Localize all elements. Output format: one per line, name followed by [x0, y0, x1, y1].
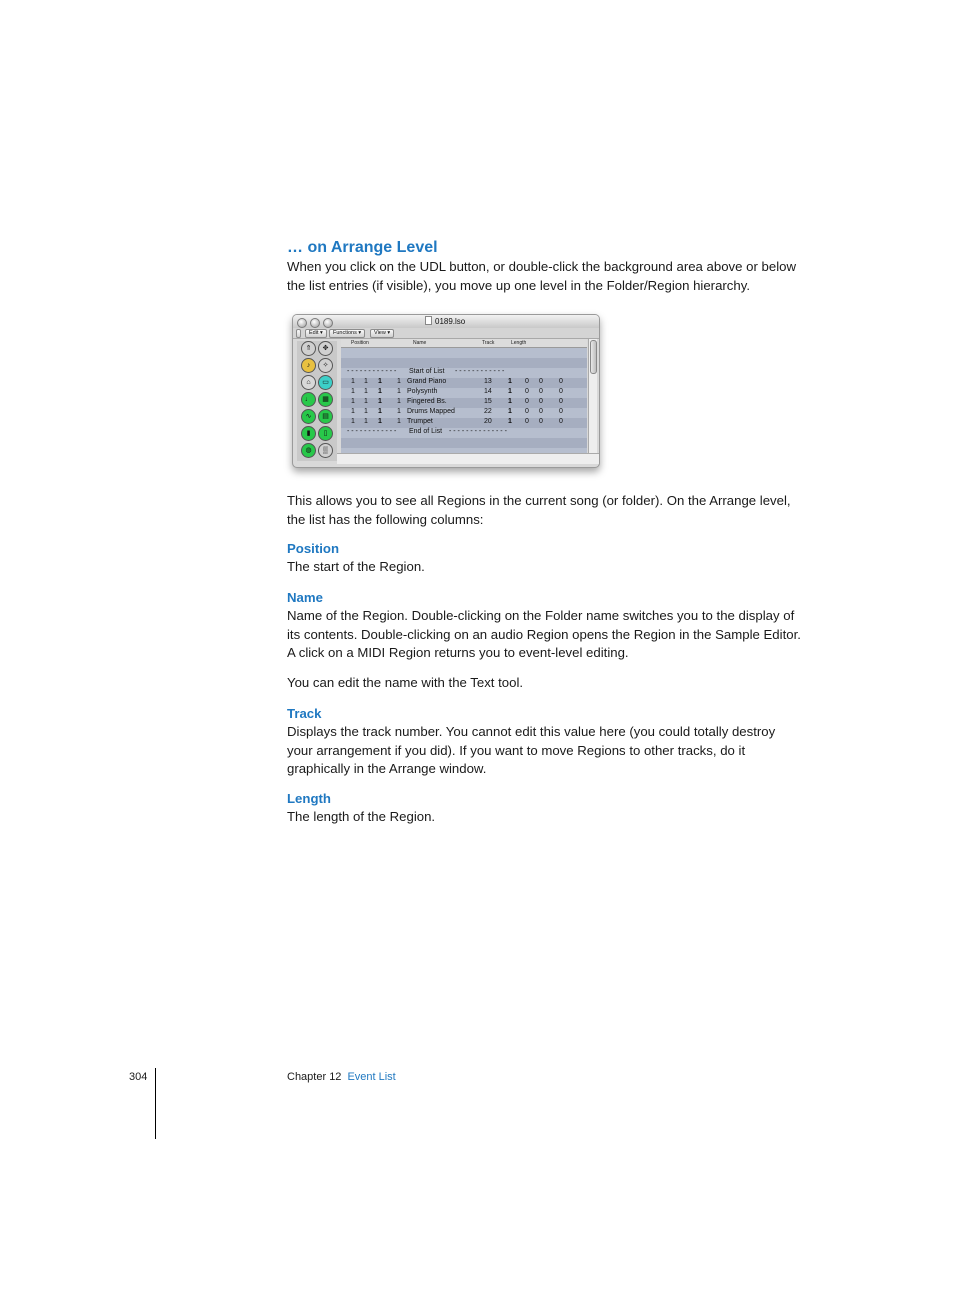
- event-list-area: [341, 339, 587, 453]
- filter-icon: ♪: [301, 358, 316, 373]
- program-icon: ▦: [318, 392, 333, 407]
- controller-icon: ▤: [318, 409, 333, 424]
- minimize-icon: [310, 318, 320, 328]
- entry-term-length: Length: [287, 791, 331, 806]
- channel-pressure-icon: ▯: [318, 426, 333, 441]
- row-position-field: 1: [397, 398, 401, 405]
- column-header: [341, 339, 587, 348]
- row-length-field: 0: [539, 388, 543, 395]
- row-length-field: 0: [559, 418, 563, 425]
- list-stripe: [341, 348, 587, 358]
- scroll-thumb: [590, 340, 597, 374]
- end-of-list-label: End of List: [409, 428, 443, 435]
- list-row: [341, 417, 587, 427]
- after-block: [287, 492, 802, 529]
- menu-view: View ▾: [370, 329, 394, 338]
- up-level-icon: ⇑: [301, 341, 316, 356]
- window-titlebar: [293, 315, 599, 328]
- row-length-field: 0: [539, 398, 543, 405]
- toolbox-panel: [297, 341, 337, 461]
- create-icon: ▒: [318, 443, 333, 458]
- row-track: 20: [484, 418, 492, 425]
- end-of-list-row: [341, 427, 587, 437]
- row-track: 15: [484, 398, 492, 405]
- row-position-field: 1: [351, 418, 355, 425]
- vertical-scrollbar: [588, 339, 597, 453]
- row-name: Drums Mapped: [407, 408, 455, 415]
- start-of-list-row: [341, 367, 587, 377]
- row-position-field: 1: [397, 378, 401, 385]
- column-track: Track: [482, 340, 495, 346]
- row-length-field: 1: [508, 388, 512, 395]
- entry-desc-length: The length of the Region.: [287, 809, 436, 824]
- row-position-field: 1: [364, 418, 368, 425]
- row-length-field: 1: [508, 398, 512, 405]
- row-name: Fingered Bs.: [407, 398, 447, 405]
- end-dashes-right: - - - - - - - - - - - - - -: [449, 428, 507, 435]
- row-length-field: 1: [508, 378, 512, 385]
- entry-desc-position: The start of the Region.: [287, 559, 425, 574]
- note-icon: ♩: [301, 392, 316, 407]
- row-length-field: 0: [559, 398, 563, 405]
- row-length-field: 0: [539, 408, 543, 415]
- start-dashes-left: - - - - - - - - - - - -: [347, 368, 397, 375]
- menu-functions: Functions ▾: [329, 329, 365, 338]
- row-length-field: 0: [559, 408, 563, 415]
- row-length-field: 0: [525, 408, 529, 415]
- row-length-field: 0: [525, 398, 529, 405]
- window-title: [425, 316, 465, 326]
- row-length-field: 1: [508, 418, 512, 425]
- list-row: [341, 407, 587, 417]
- window-title-text: 0189.lso: [435, 317, 466, 326]
- section-block: [287, 238, 802, 295]
- row-name: Trumpet: [407, 418, 433, 425]
- row-position-field: 1: [378, 398, 382, 405]
- row-length-field: 0: [559, 388, 563, 395]
- outside-icon: ✥: [318, 341, 333, 356]
- row-position-field: 1: [364, 378, 368, 385]
- row-track: 22: [484, 408, 492, 415]
- row-length-field: 0: [559, 378, 563, 385]
- entry-term-name: Name: [287, 590, 323, 605]
- poly-pressure-icon: ▮: [301, 426, 316, 441]
- list-row: [341, 397, 587, 407]
- start-of-list-label: Start of List: [409, 368, 445, 375]
- column-position: Position: [351, 340, 369, 346]
- row-position-field: 1: [351, 408, 355, 415]
- row-position-field: 1: [351, 398, 355, 405]
- entry-position: [287, 540, 802, 577]
- footer-rule: [155, 1068, 156, 1139]
- row-length-field: 0: [539, 378, 543, 385]
- document-icon: [425, 316, 432, 325]
- row-position-field: 1: [364, 398, 368, 405]
- entry-track: [287, 705, 802, 779]
- event-list-window-screenshot: [292, 314, 600, 468]
- row-position-field: 1: [364, 388, 368, 395]
- system-icon: ▭: [318, 375, 333, 390]
- page-number: 304: [129, 1071, 148, 1083]
- section-heading: … on Arrange Level: [287, 239, 438, 256]
- menu-edit: Edit ▾: [305, 329, 327, 338]
- row-length-field: 0: [525, 378, 529, 385]
- intro-paragraph: When you click on the UDL button, or double-click the background area above or below the list entries (if visible), you move up one level in the Folder/Region hierarchy.: [287, 259, 796, 293]
- row-position-field: 1: [397, 418, 401, 425]
- column-name: Name: [413, 340, 427, 346]
- entry-name: [287, 589, 802, 692]
- list-stripe: [341, 438, 587, 448]
- row-length-field: 0: [539, 418, 543, 425]
- chapter-title: Event List: [347, 1071, 396, 1083]
- columns-intro-paragraph: This allows you to see all Regions in the current song (or folder). On the Arrange level, the list has the following columns:: [287, 493, 791, 527]
- row-position-field: 1: [351, 378, 355, 385]
- link-icon: [296, 329, 301, 338]
- chapter-label: Chapter 12: [287, 1071, 342, 1083]
- window-menubar: [293, 328, 599, 339]
- meta-icon: ✧: [318, 358, 333, 373]
- row-position-field: 1: [378, 388, 382, 395]
- entry-extra-name: You can edit the name with the Text tool.: [287, 674, 524, 690]
- row-position-field: 1: [351, 388, 355, 395]
- entry-desc-track: Displays the track number. You cannot edit this value here (you could totally destroy your arrangement if you did). If you want to move Regions to other tracks, do it graphically in the Arrange window.: [287, 724, 776, 777]
- row-length-field: 0: [525, 388, 529, 395]
- chapter-footer: [287, 1071, 396, 1083]
- list-row: [341, 377, 587, 387]
- zoom-icon: [323, 318, 333, 328]
- column-length: Length: [511, 340, 527, 346]
- entry-term-track: Track: [287, 706, 322, 721]
- pitch-bend-icon: ∿: [301, 409, 316, 424]
- sysex-icon: ◍: [301, 443, 316, 458]
- row-position-field: 1: [364, 408, 368, 415]
- row-length-field: 0: [525, 418, 529, 425]
- row-position-field: 1: [397, 388, 401, 395]
- row-position-field: 1: [397, 408, 401, 415]
- close-icon: [297, 318, 307, 328]
- row-track: 13: [484, 378, 492, 385]
- row-position-field: 1: [378, 408, 382, 415]
- horizontal-scrollbar: [337, 453, 599, 464]
- row-length-field: 1: [508, 408, 512, 415]
- row-name: Polysynth: [407, 388, 438, 395]
- udl-icon: ⌂: [301, 375, 316, 390]
- row-position-field: 1: [378, 418, 382, 425]
- end-dashes-left: - - - - - - - - - - - -: [347, 428, 397, 435]
- row-track: 14: [484, 388, 492, 395]
- list-row: [341, 387, 587, 397]
- entry-desc-name: Name of the Region. Double-clicking on the Folder name switches you to the display of its contents. Double-clicking on an audio Region opens the Region in the Sample Editor. A click on a MIDI Region returns you to event-level editing.: [287, 608, 801, 661]
- row-position-field: 1: [378, 378, 382, 385]
- entry-length: [287, 790, 802, 827]
- start-dashes-right: - - - - - - - - - - - -: [455, 368, 505, 375]
- row-name: Grand Piano: [407, 378, 447, 385]
- entry-term-position: Position: [287, 541, 340, 556]
